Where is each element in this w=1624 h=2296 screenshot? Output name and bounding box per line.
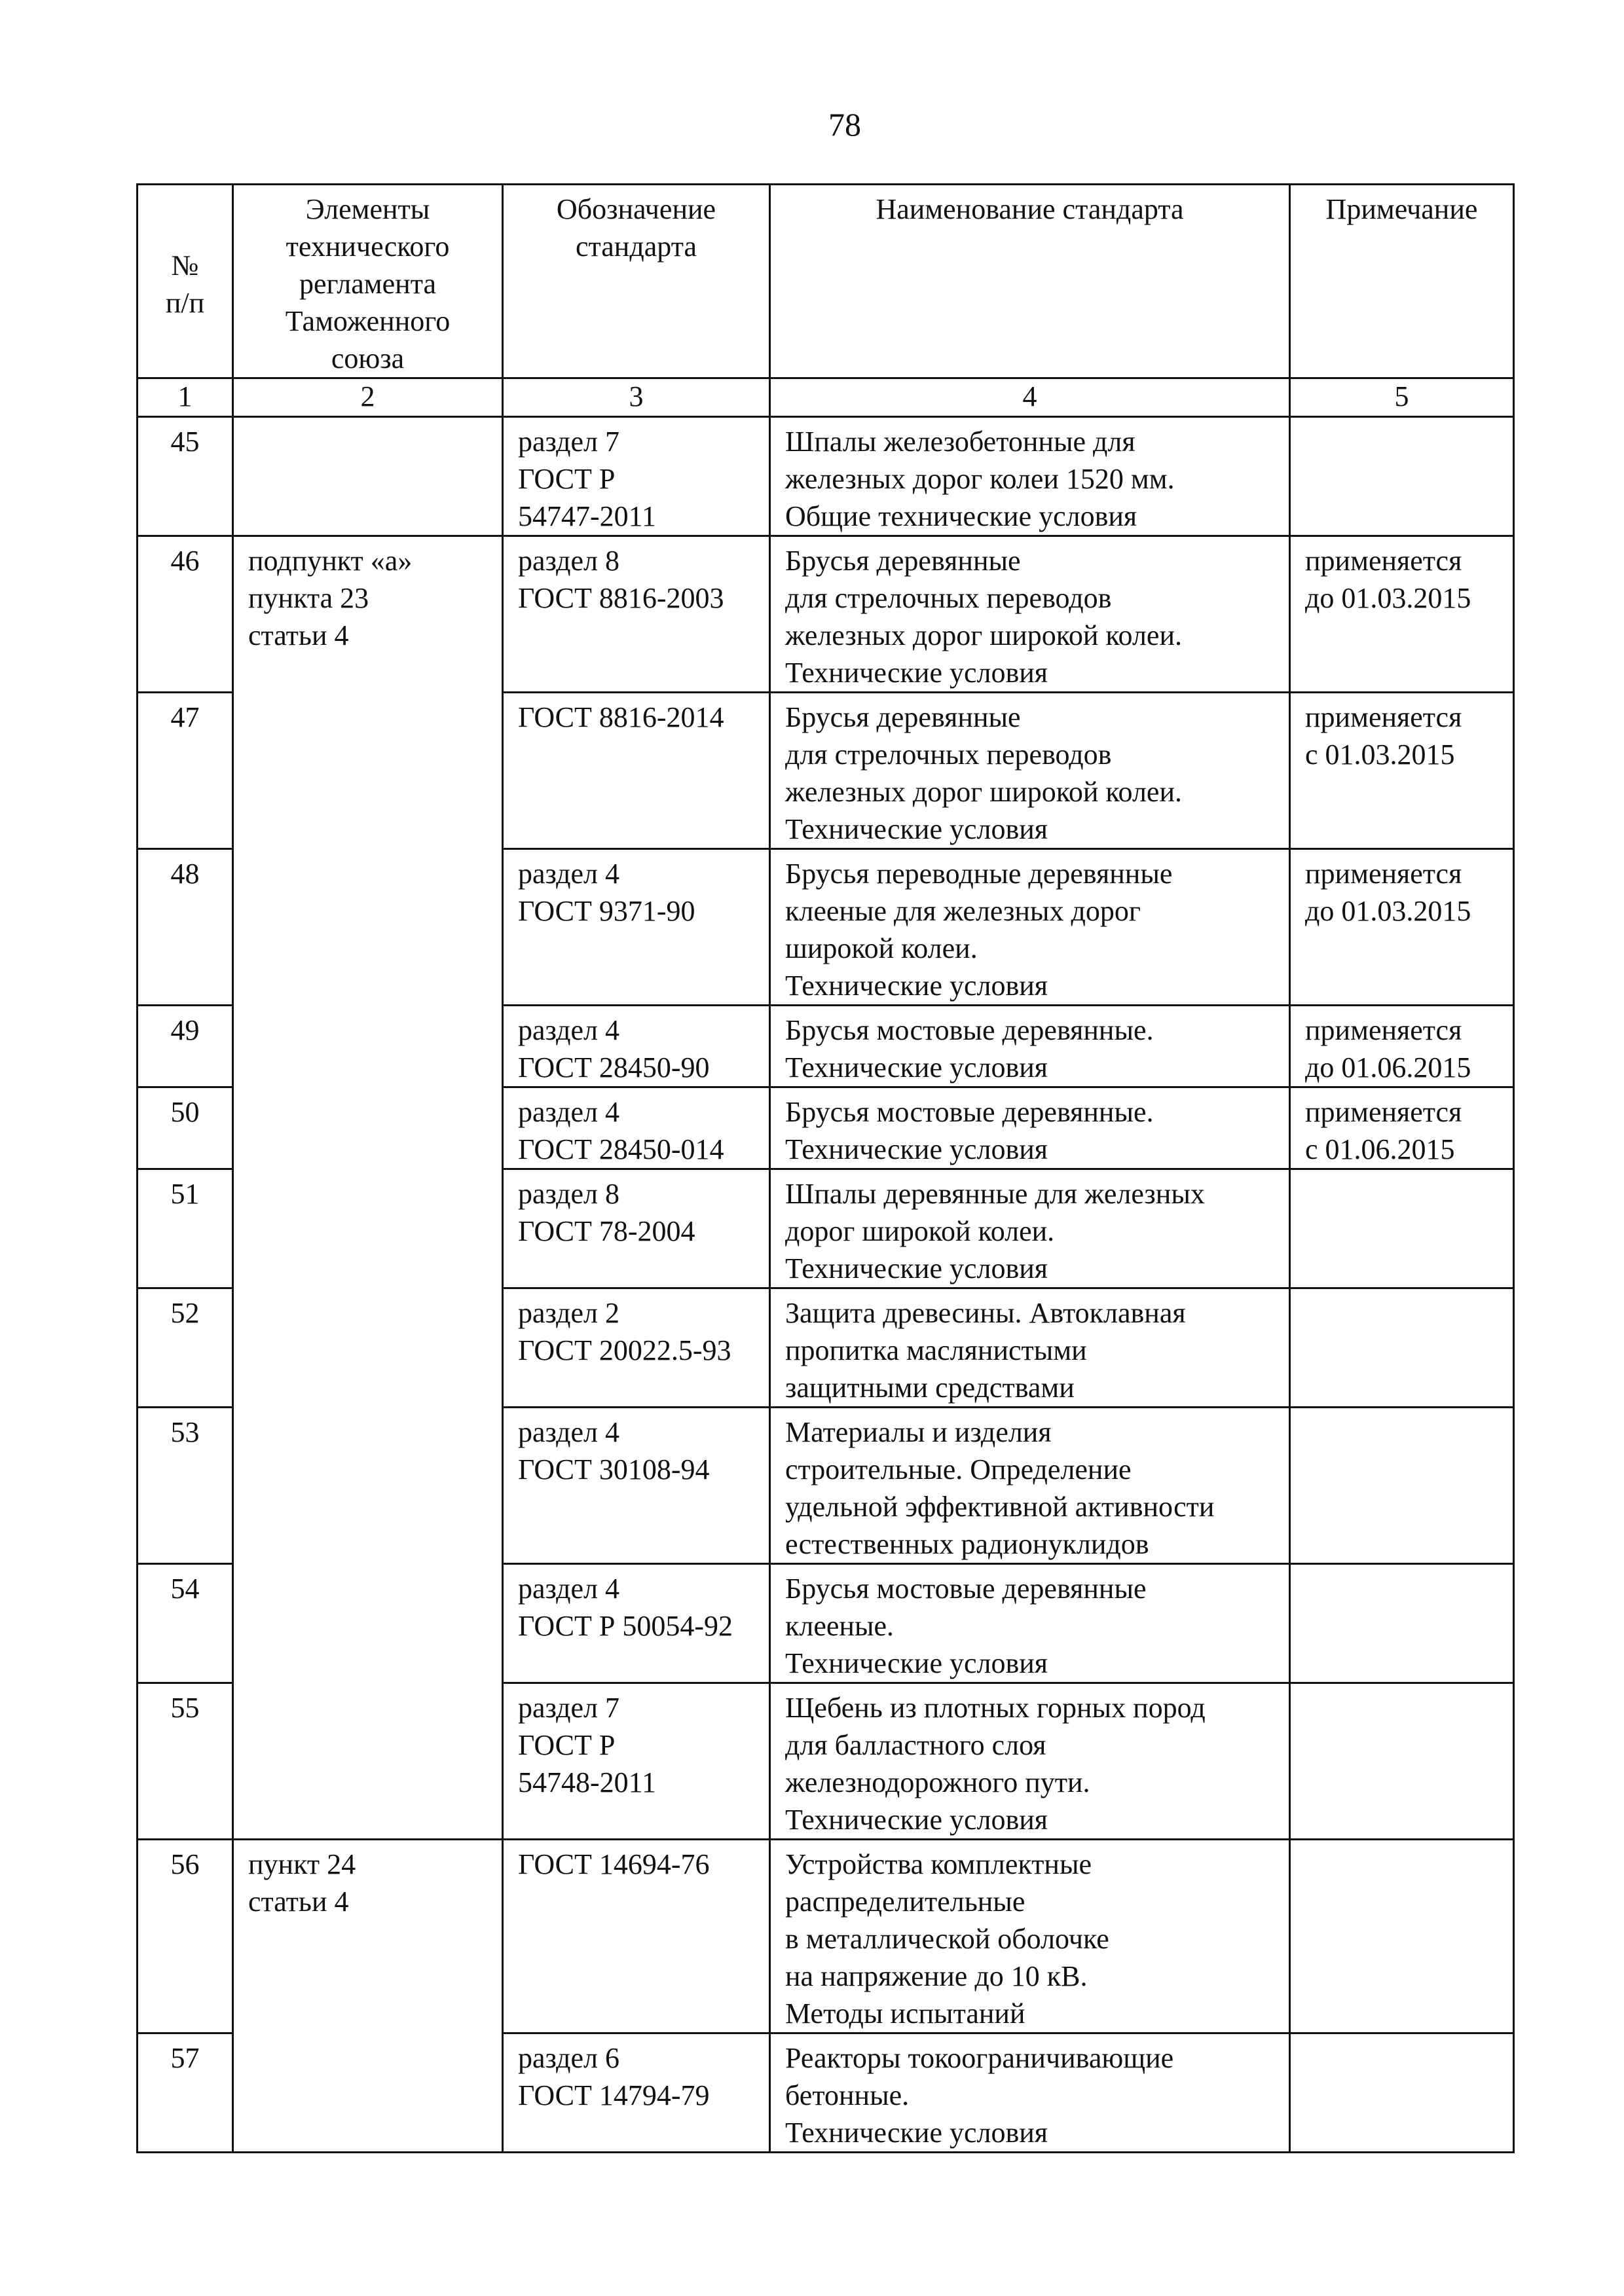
standards-table (136, 183, 1515, 2153)
table-row (138, 849, 1514, 1006)
row-number: 45 (138, 417, 233, 536)
header-elements: Элементы технического регламента Таможенного союза (233, 185, 503, 378)
row-element (233, 1683, 503, 1840)
row-element (233, 1087, 503, 1169)
row-number: 52 (138, 1288, 233, 1408)
row-standard-name: Устройства комплектные распределительные в металлической оболочке на напряжение до 10 кВ. Методы испытаний (770, 1840, 1290, 2033)
row-designation: раздел 4 ГОСТ 30108-94 (503, 1408, 770, 1564)
row-number: 46 (138, 536, 233, 693)
row-designation: раздел 7 ГОСТ Р 54747-2011 (503, 417, 770, 536)
row-designation: раздел 4 ГОСТ 28450-90 (503, 1006, 770, 1087)
header-num: № п/п (138, 185, 233, 378)
row-note (1290, 1840, 1514, 2033)
row-number: 47 (138, 693, 233, 849)
row-designation: раздел 7 ГОСТ Р 54748-2011 (503, 1683, 770, 1840)
row-designation: раздел 8 ГОСТ 8816-2003 (503, 536, 770, 693)
row-note (1290, 417, 1514, 536)
row-note: применяется с 01.03.2015 (1290, 693, 1514, 849)
row-standard-name: Шпалы деревянные для железных дорог широкой колеи. Технические условия (770, 1169, 1290, 1288)
row-element (233, 693, 503, 849)
table-row (138, 1840, 1514, 2033)
row-element: пункт 24 статьи 4 (233, 1840, 503, 2033)
column-number: 4 (770, 378, 1290, 417)
row-designation: раздел 4 ГОСТ Р 50054-92 (503, 1564, 770, 1683)
row-standard-name: Брусья деревянные для стрелочных переводов железных дорог широкой колеи. Технические условия (770, 693, 1290, 849)
row-number: 56 (138, 1840, 233, 2033)
header-note: Примечание (1290, 185, 1514, 378)
row-note (1290, 1683, 1514, 1840)
row-designation: раздел 4 ГОСТ 28450-014 (503, 1087, 770, 1169)
column-number-row (138, 378, 1514, 417)
table-row (138, 1683, 1514, 1840)
row-number: 53 (138, 1408, 233, 1564)
table-row (138, 1169, 1514, 1288)
header-designation: Обозначение стандарта (503, 185, 770, 378)
row-number: 54 (138, 1564, 233, 1683)
row-note (1290, 1564, 1514, 1683)
column-number: 3 (503, 378, 770, 417)
row-note: применяется до 01.06.2015 (1290, 1006, 1514, 1087)
row-designation: раздел 6 ГОСТ 14794-79 (503, 2033, 770, 2153)
table-row (138, 1564, 1514, 1683)
row-number: 50 (138, 1087, 233, 1169)
row-standard-name: Шпалы железобетонные для железных дорог колеи 1520 мм. Общие технические условия (770, 417, 1290, 536)
row-standard-name: Брусья деревянные для стрелочных переводов железных дорог широкой колеи. Технические условия (770, 536, 1290, 693)
row-number: 51 (138, 1169, 233, 1288)
row-standard-name: Брусья мостовые деревянные. Технические условия (770, 1087, 1290, 1169)
row-element (233, 1408, 503, 1564)
row-element: подпункт «а» пункта 23 статьи 4 (233, 536, 503, 693)
header-name: Наименование стандарта (770, 185, 1290, 378)
row-standard-name: Материалы и изделия строительные. Определение удельной эффективной активности естественных радионуклидов (770, 1408, 1290, 1564)
row-note: применяется до 01.03.2015 (1290, 536, 1514, 693)
row-note (1290, 1408, 1514, 1564)
table-row (138, 1087, 1514, 1169)
header-row (138, 185, 1514, 378)
row-standard-name: Брусья переводные деревянные клееные для железных дорог широкой колеи. Технические условия (770, 849, 1290, 1006)
row-standard-name: Брусья мостовые деревянные. Технические условия (770, 1006, 1290, 1087)
column-number: 2 (233, 378, 503, 417)
row-element (233, 1006, 503, 1087)
row-number: 49 (138, 1006, 233, 1087)
table-row (138, 536, 1514, 693)
row-designation: раздел 4 ГОСТ 9371-90 (503, 849, 770, 1006)
row-designation: ГОСТ 14694-76 (503, 1840, 770, 2033)
row-designation: ГОСТ 8816-2014 (503, 693, 770, 849)
row-note (1290, 2033, 1514, 2153)
row-designation: раздел 8 ГОСТ 78-2004 (503, 1169, 770, 1288)
row-standard-name: Щебень из плотных горных пород для балластного слоя железнодорожного пути. Технические условия (770, 1683, 1290, 1840)
table-row (138, 693, 1514, 849)
table-row (138, 1288, 1514, 1408)
row-element (233, 1288, 503, 1408)
row-element (233, 1169, 503, 1288)
column-number: 1 (138, 378, 233, 417)
table-row (138, 417, 1514, 536)
row-note (1290, 1169, 1514, 1288)
row-designation: раздел 2 ГОСТ 20022.5-93 (503, 1288, 770, 1408)
row-standard-name: Реакторы токоограничивающие бетонные. Технические условия (770, 2033, 1290, 2153)
row-element (233, 2033, 503, 2153)
row-element (233, 417, 503, 536)
table-row (138, 2033, 1514, 2153)
row-note: применяется до 01.03.2015 (1290, 849, 1514, 1006)
row-number: 55 (138, 1683, 233, 1840)
column-number: 5 (1290, 378, 1514, 417)
table-row (138, 1408, 1514, 1564)
row-note (1290, 1288, 1514, 1408)
row-standard-name: Брусья мостовые деревянные клееные. Технические условия (770, 1564, 1290, 1683)
page-number: 78 (828, 106, 861, 143)
row-number: 57 (138, 2033, 233, 2153)
row-standard-name: Защита древесины. Автоклавная пропитка маслянистыми защитными средствами (770, 1288, 1290, 1408)
row-number: 48 (138, 849, 233, 1006)
row-element (233, 1564, 503, 1683)
table-row (138, 1006, 1514, 1087)
row-element (233, 849, 503, 1006)
row-note: применяется с 01.06.2015 (1290, 1087, 1514, 1169)
